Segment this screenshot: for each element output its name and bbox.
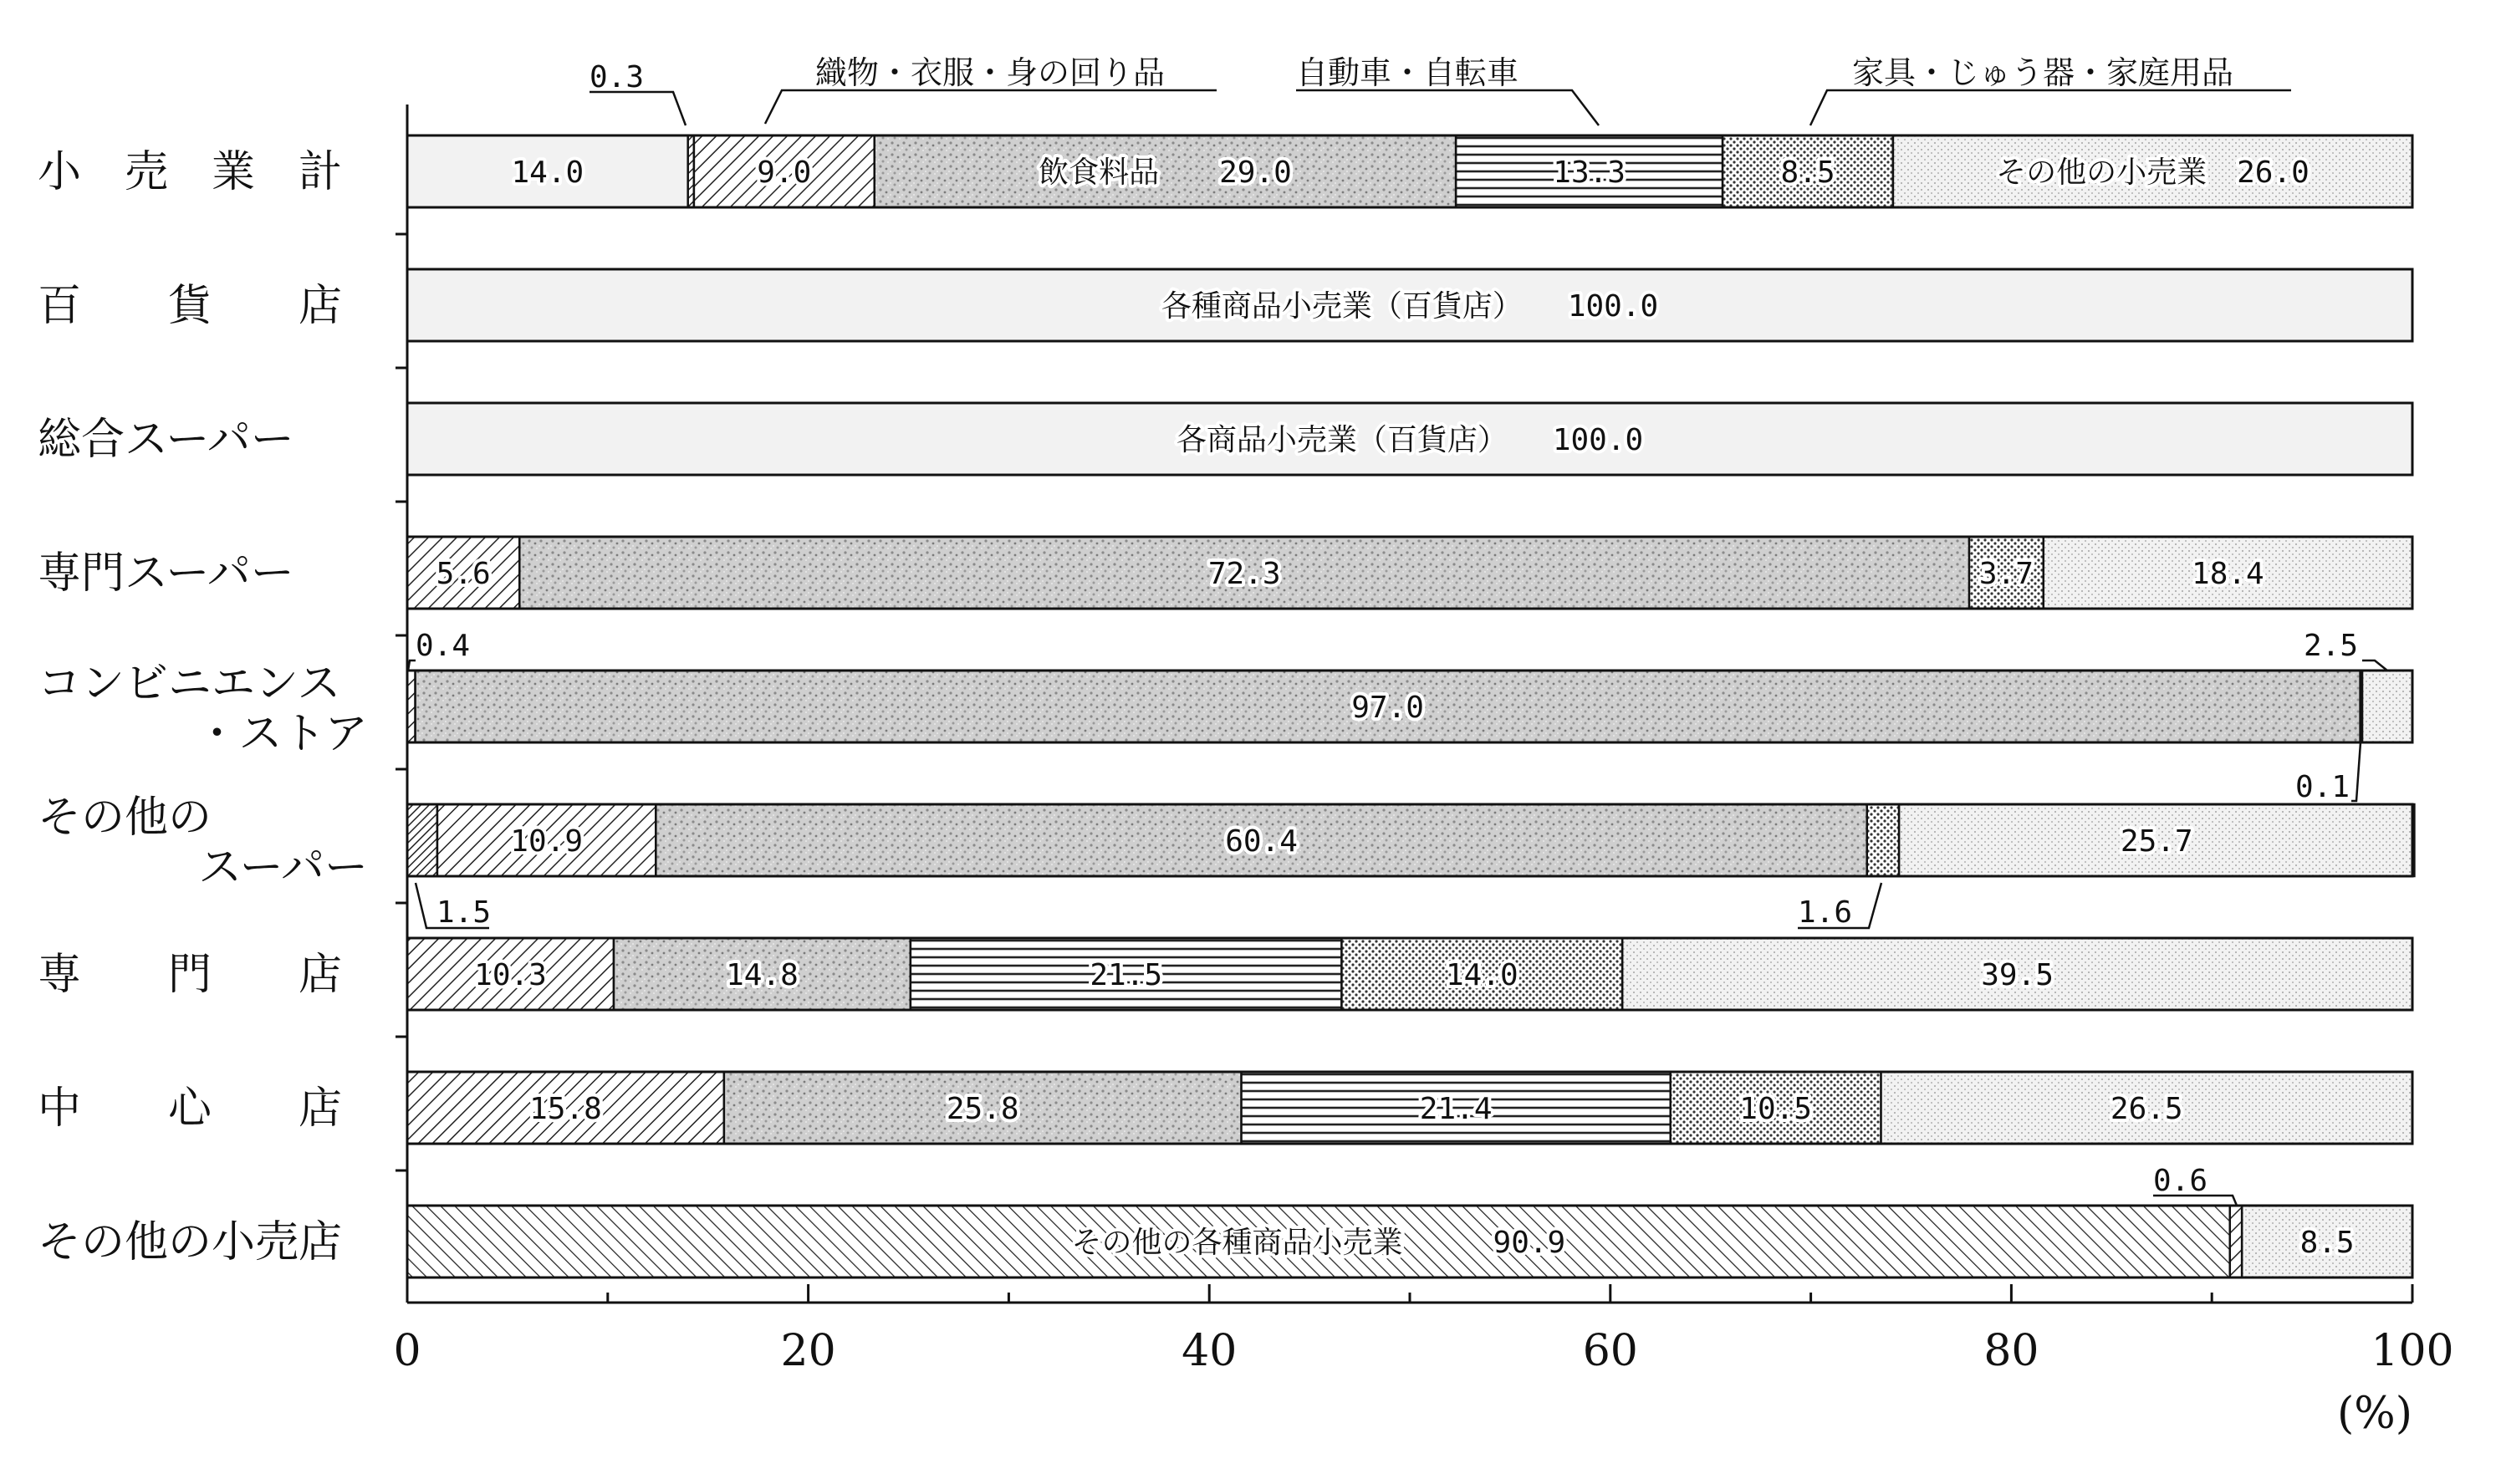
top-label-kagu: 家具・じゅう器・家庭用品: [1852, 54, 2234, 91]
segment-value-label: 14.8: [726, 958, 799, 992]
bar-row: [38, 1072, 2412, 1144]
small-value-label: 0.6: [2153, 1164, 2208, 1198]
segment-value-label: 飲食料品 29.0: [1039, 156, 1292, 190]
chart-rows: [38, 135, 2414, 1277]
segment-value-label: 3.7: [1978, 557, 2034, 591]
segment-value-label: 15.8: [529, 1092, 602, 1126]
row-label: その他の小売店: [38, 1217, 343, 1267]
small-value-label: 2.5: [2303, 629, 2358, 663]
row-label: 小 売 業 計: [38, 147, 343, 197]
row-label: 百 貨 店: [38, 281, 343, 331]
segment-value-label: その他の各種商品小売業 90.9: [1071, 1226, 1566, 1260]
x-tick-label: 0: [393, 1326, 421, 1376]
segment-value-label: 25.8: [946, 1092, 1019, 1126]
segment-value-label: 18.4: [2192, 557, 2264, 591]
x-tick-label: 20: [780, 1326, 836, 1376]
top-label-orimono-leader: [765, 90, 799, 124]
small-value-label: 1.6: [1798, 895, 1853, 930]
segment-value-label: その他の小売業 26.0: [1996, 156, 2310, 190]
small-value-label: 0.4: [416, 629, 471, 663]
top-label-jidosha: 自動車・自転車: [1296, 54, 1519, 91]
small-value-leader: [408, 660, 416, 671]
row-label: 専 門 店: [38, 950, 343, 1000]
segment-value-label: 60.4: [1225, 824, 1298, 859]
row-label-line2: ・ストア: [195, 709, 368, 759]
bar-row: [38, 269, 2412, 341]
segment-value-label: 26.5: [2110, 1092, 2183, 1126]
bar-segment: [2230, 1206, 2242, 1277]
segment-value-label: 9.0: [757, 156, 812, 190]
segment-value-label: 各種商品小売業（百貨店） 100.0: [1161, 289, 1659, 324]
segment-value-label: 13.3: [1553, 156, 1626, 190]
segment-value-label: 21.5: [1090, 958, 1163, 992]
segment-value-label: 97.0: [1351, 691, 1424, 725]
bar-row: [38, 403, 2412, 475]
bar-row: [38, 135, 2412, 207]
x-axis-unit: (%): [2337, 1389, 2412, 1439]
segment-value-label: 10.3: [474, 958, 547, 992]
row-label: 専門スーパー: [38, 548, 294, 599]
top-label-orimono: 織物・衣服・身の回り品: [815, 54, 1166, 91]
small-value-leader: [2362, 660, 2387, 671]
row-label: 総合スーパー: [38, 415, 294, 465]
row-label: その他の: [38, 793, 212, 843]
segment-value-label: 5.6: [436, 557, 491, 591]
row-label: コンビニエンス: [38, 659, 341, 709]
top-label-kagu-leader: [1810, 90, 1840, 125]
segment-value-label: 25.7: [2120, 824, 2193, 859]
x-tick-label: 60: [1582, 1326, 1638, 1376]
segment-value-label: 72.3: [1207, 557, 1281, 591]
bar-segment: [2362, 671, 2412, 742]
x-tick-label: 40: [1182, 1326, 1238, 1376]
segment-value-label: 8.5: [1780, 156, 1835, 190]
segment-value-label: 21.4: [1419, 1092, 1493, 1126]
top-label-jidosha-leader: [1547, 90, 1599, 125]
segment-value-label: 10.9: [510, 824, 584, 859]
bar-row: [38, 537, 2412, 609]
top-label-small-value: 0.3: [590, 60, 645, 94]
segment-value-label: 8.5: [2299, 1226, 2355, 1260]
small-value-leader: [2351, 742, 2361, 801]
top-label-small-value-leader: [648, 92, 686, 125]
small-value-label: 1.5: [436, 895, 492, 930]
category-labels: [590, 54, 2291, 125]
segment-value-label: 39.5: [1981, 958, 2054, 992]
row-label-line2: スーパー: [198, 843, 368, 893]
segment-value-label: 14.0: [511, 156, 584, 190]
bar-row: [38, 793, 2414, 930]
x-tick-label: 100: [2371, 1326, 2454, 1376]
segment-value-label: 各商品小売業（百貨店） 100.0: [1176, 423, 1644, 457]
bar-segment: [407, 804, 437, 876]
small-value-annotations: [416, 883, 1881, 930]
x-tick-label: 80: [1983, 1326, 2039, 1376]
bar-segment: [1867, 804, 1899, 876]
bar-row: [38, 938, 2412, 1010]
small-value-annotations: [2153, 1164, 2237, 1206]
small-value-label: 0.1: [2294, 770, 2350, 804]
segment-value-label: 10.5: [1739, 1092, 1812, 1126]
bar-row: [38, 1164, 2412, 1277]
segment-value-label: 14.0: [1445, 958, 1518, 992]
row-label: 中 心 店: [38, 1084, 343, 1134]
bar-row: [38, 629, 2412, 804]
